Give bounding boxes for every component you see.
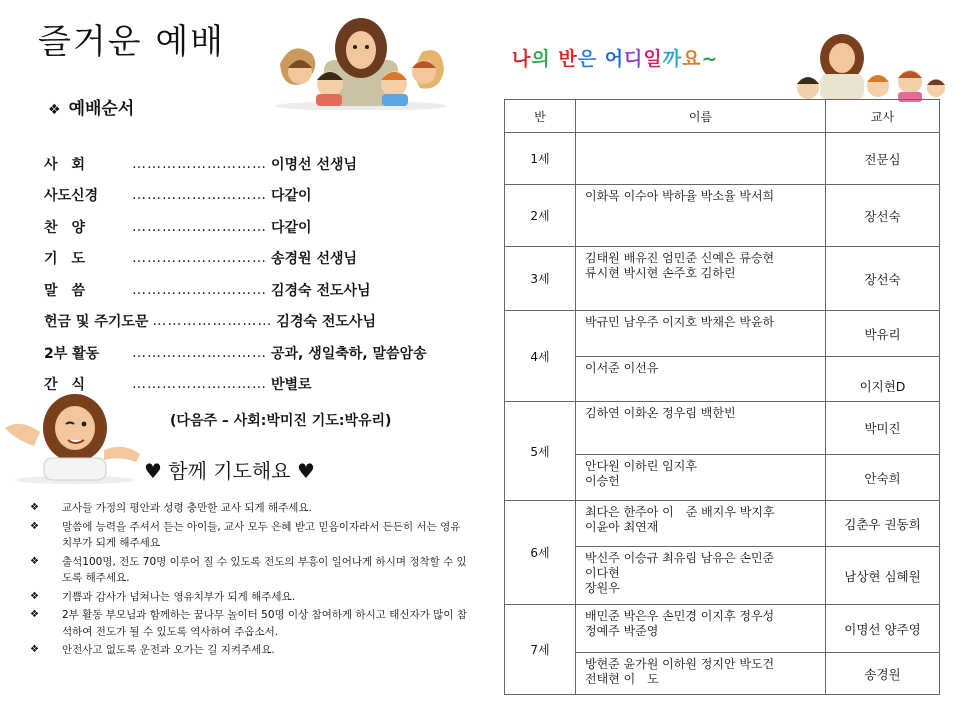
- order-dots: ………………………: [132, 376, 267, 393]
- prayer-list: [30, 500, 470, 661]
- order-value: 다같이: [271, 219, 312, 236]
- order-value: 이명선 선생님: [271, 156, 358, 173]
- prayer-item: [30, 589, 470, 606]
- teacher-cell: 전문심: [826, 133, 940, 185]
- heading-char: 요: [682, 48, 702, 70]
- student-names-cell: 박규민 남우주 이지호 박채은 박윤하: [576, 311, 826, 357]
- prayer-text: 안전사고 없도록 운전과 오가는 길 지켜주세요.: [62, 644, 275, 656]
- page-title: 즐거운 예배: [38, 22, 226, 62]
- order-row: [44, 243, 484, 275]
- class-age-cell: 2세: [505, 185, 576, 247]
- table-row: [505, 185, 940, 247]
- order-label: 사도신경: [44, 188, 99, 205]
- order-row: [44, 337, 484, 369]
- prayer-text: 기쁨과 감사가 넘쳐나는 영유치부가 되게 해주세요.: [62, 590, 296, 603]
- heading-char: 일: [643, 48, 663, 70]
- student-names-cell: 방현준 윤가원 이하원 정지안 박도건 전태현 이 도: [576, 653, 826, 695]
- student-names-cell: 김하연 이화온 정우림 백한빈: [576, 402, 826, 455]
- jesus-with-children-illustration: [272, 14, 450, 110]
- order-value: 공과, 생일축하, 말씀암송: [271, 345, 427, 362]
- jesus-with-children-small-illustration: [790, 28, 950, 104]
- order-row: [44, 180, 484, 212]
- heading-char: 의: [531, 48, 559, 70]
- diamond-bullet-icon: ❖: [30, 644, 39, 655]
- class-age-cell: 5세: [505, 402, 576, 501]
- order-value: 김경숙 전도사님: [271, 282, 371, 299]
- order-dots: ………………………: [132, 187, 267, 204]
- diamond-bullet-icon: ❖: [30, 555, 39, 567]
- teacher-cell: 이지현D: [826, 357, 940, 402]
- diamond-bullet-icon: ❖: [30, 520, 39, 532]
- heading-char: 디: [624, 48, 644, 70]
- prayer-text: 출석100명, 전도 70명 이루어 질 수 있도록 전도의 부흥이 일어나게 하시며 정착할 수 있도록 해주세요.: [62, 555, 467, 584]
- class-roster-table: [504, 99, 940, 695]
- table-header-row: [505, 100, 940, 133]
- student-names-cell: 박신주 이승규 최유림 남유은 손민준 이다현 장원우: [576, 547, 826, 605]
- table-row: [505, 311, 940, 357]
- order-dots: ………………………: [132, 281, 267, 298]
- teacher-cell: 송경원: [826, 653, 940, 695]
- student-names-cell: 최다은 한주아 이 준 배지우 박지후 이윤아 최연재: [576, 501, 826, 547]
- diamond-bullet-icon: ❖: [30, 502, 39, 513]
- heart-icon: ♥: [144, 459, 162, 483]
- teacher-cell: 장선숙: [826, 185, 940, 247]
- order-label: 간 식: [44, 377, 86, 394]
- student-names-cell: 이화목 이수아 박하율 박소율 박서희: [576, 185, 826, 247]
- worship-order-list: [44, 148, 484, 400]
- order-dots: ……………………: [152, 313, 273, 330]
- order-label: 말 씀: [44, 282, 86, 299]
- table-header-cell: 이름: [576, 100, 826, 133]
- prayer-item: [30, 607, 470, 640]
- prayer-heading: ♥ 함께 기도해요 ♥: [144, 459, 315, 483]
- order-label: 기 도: [44, 251, 86, 268]
- table-row: [505, 501, 940, 547]
- order-row: [44, 211, 484, 243]
- order-row: [44, 306, 484, 338]
- teacher-cell: 장선숙: [826, 247, 940, 311]
- table-row: [505, 247, 940, 311]
- order-row: [44, 274, 484, 306]
- diamond-bullet-icon: ❖: [30, 590, 39, 602]
- student-names-cell: 안다원 이하린 임지후 이승헌: [576, 455, 826, 501]
- prayer-item: [30, 554, 470, 587]
- prayer-item: [30, 500, 470, 517]
- class-age-cell: 3세: [505, 247, 576, 311]
- diamond-bullet-icon: ❖: [30, 609, 39, 620]
- teacher-cell: 박유리: [826, 311, 940, 357]
- class-age-cell: 6세: [505, 501, 576, 605]
- order-dots: ………………………: [132, 344, 267, 361]
- worship-order-heading: ❖ 예배순서: [48, 99, 135, 119]
- order-value: 김경숙 전도사님: [276, 314, 376, 331]
- order-label: 사 회: [44, 156, 86, 173]
- heading-char: 어: [604, 48, 625, 70]
- student-names-cell: [576, 133, 826, 185]
- prayer-text: 말씀에 능력을 주셔서 듣는 아이들, 교사 모두 은혜 받고 믿음이자라서 든든히 서는 영유치부가 되게 해주세요: [62, 520, 461, 549]
- order-dots: ………………………: [132, 155, 267, 172]
- student-names-cell: 배민준 박은우 손민경 이지후 정우성 정예주 박준영: [576, 605, 826, 653]
- heading-char: 나: [512, 48, 532, 70]
- student-names-cell: 이서준 이선유: [576, 357, 826, 402]
- class-heading: [512, 44, 718, 71]
- teacher-cell: 박미진: [826, 402, 940, 455]
- order-row: [44, 148, 484, 180]
- winking-jesus-illustration: [0, 388, 150, 484]
- table-header-cell: 반: [505, 100, 576, 133]
- teacher-cell: 김춘우 권동희: [826, 501, 940, 547]
- heading-char: ~: [701, 48, 719, 70]
- order-value: 반별로: [271, 377, 312, 394]
- class-age-cell: 1세: [505, 133, 576, 185]
- prayer-text: 2부 활동 부모님과 함께하는 꿈나무 놀이터 50명 이상 참여하게 하시고 태신자가 많이 참석하여 전도가 될 수 있도록 역사하여 주옵소서.: [62, 609, 467, 638]
- prayer-text: 교사들 가정의 평안과 성령 충만한 교사 되게 해주세요.: [62, 502, 312, 514]
- table-row: [505, 605, 940, 653]
- prayer-item: [30, 642, 470, 659]
- heading-char: 반: [558, 48, 578, 70]
- teacher-cell: 이명선 양주영: [826, 605, 940, 653]
- table-header-cell: 교사: [826, 100, 940, 133]
- class-age-cell: 4세: [505, 311, 576, 402]
- next-week-notice: (다음주 – 사회:박미진 기도:박유리): [170, 413, 392, 429]
- teacher-cell: 남상현 심혜원: [826, 547, 940, 605]
- heading-char: 까: [662, 48, 683, 70]
- prayer-item: [30, 519, 470, 552]
- heart-icon: ♥: [296, 459, 315, 483]
- order-value: 송경원 선생님: [271, 251, 358, 268]
- order-dots: ………………………: [132, 218, 267, 235]
- order-dots: ………………………: [132, 250, 267, 267]
- order-label: 2부 활동: [44, 345, 100, 362]
- order-label: 헌금 및 주기도문: [44, 314, 149, 331]
- heading-char: 은: [577, 48, 605, 70]
- teacher-cell: 안숙희: [826, 455, 940, 501]
- table-row: [505, 133, 940, 185]
- diamond-bullet-icon: ❖: [48, 102, 61, 118]
- table-row: [505, 402, 940, 455]
- order-label: 찬 양: [44, 219, 86, 236]
- student-names-cell: 김태원 배유진 엄민준 신예은 류승현 류시현 박시현 손주호 김하린: [576, 247, 826, 311]
- order-value: 다같이: [271, 188, 312, 205]
- class-age-cell: 7세: [505, 605, 576, 695]
